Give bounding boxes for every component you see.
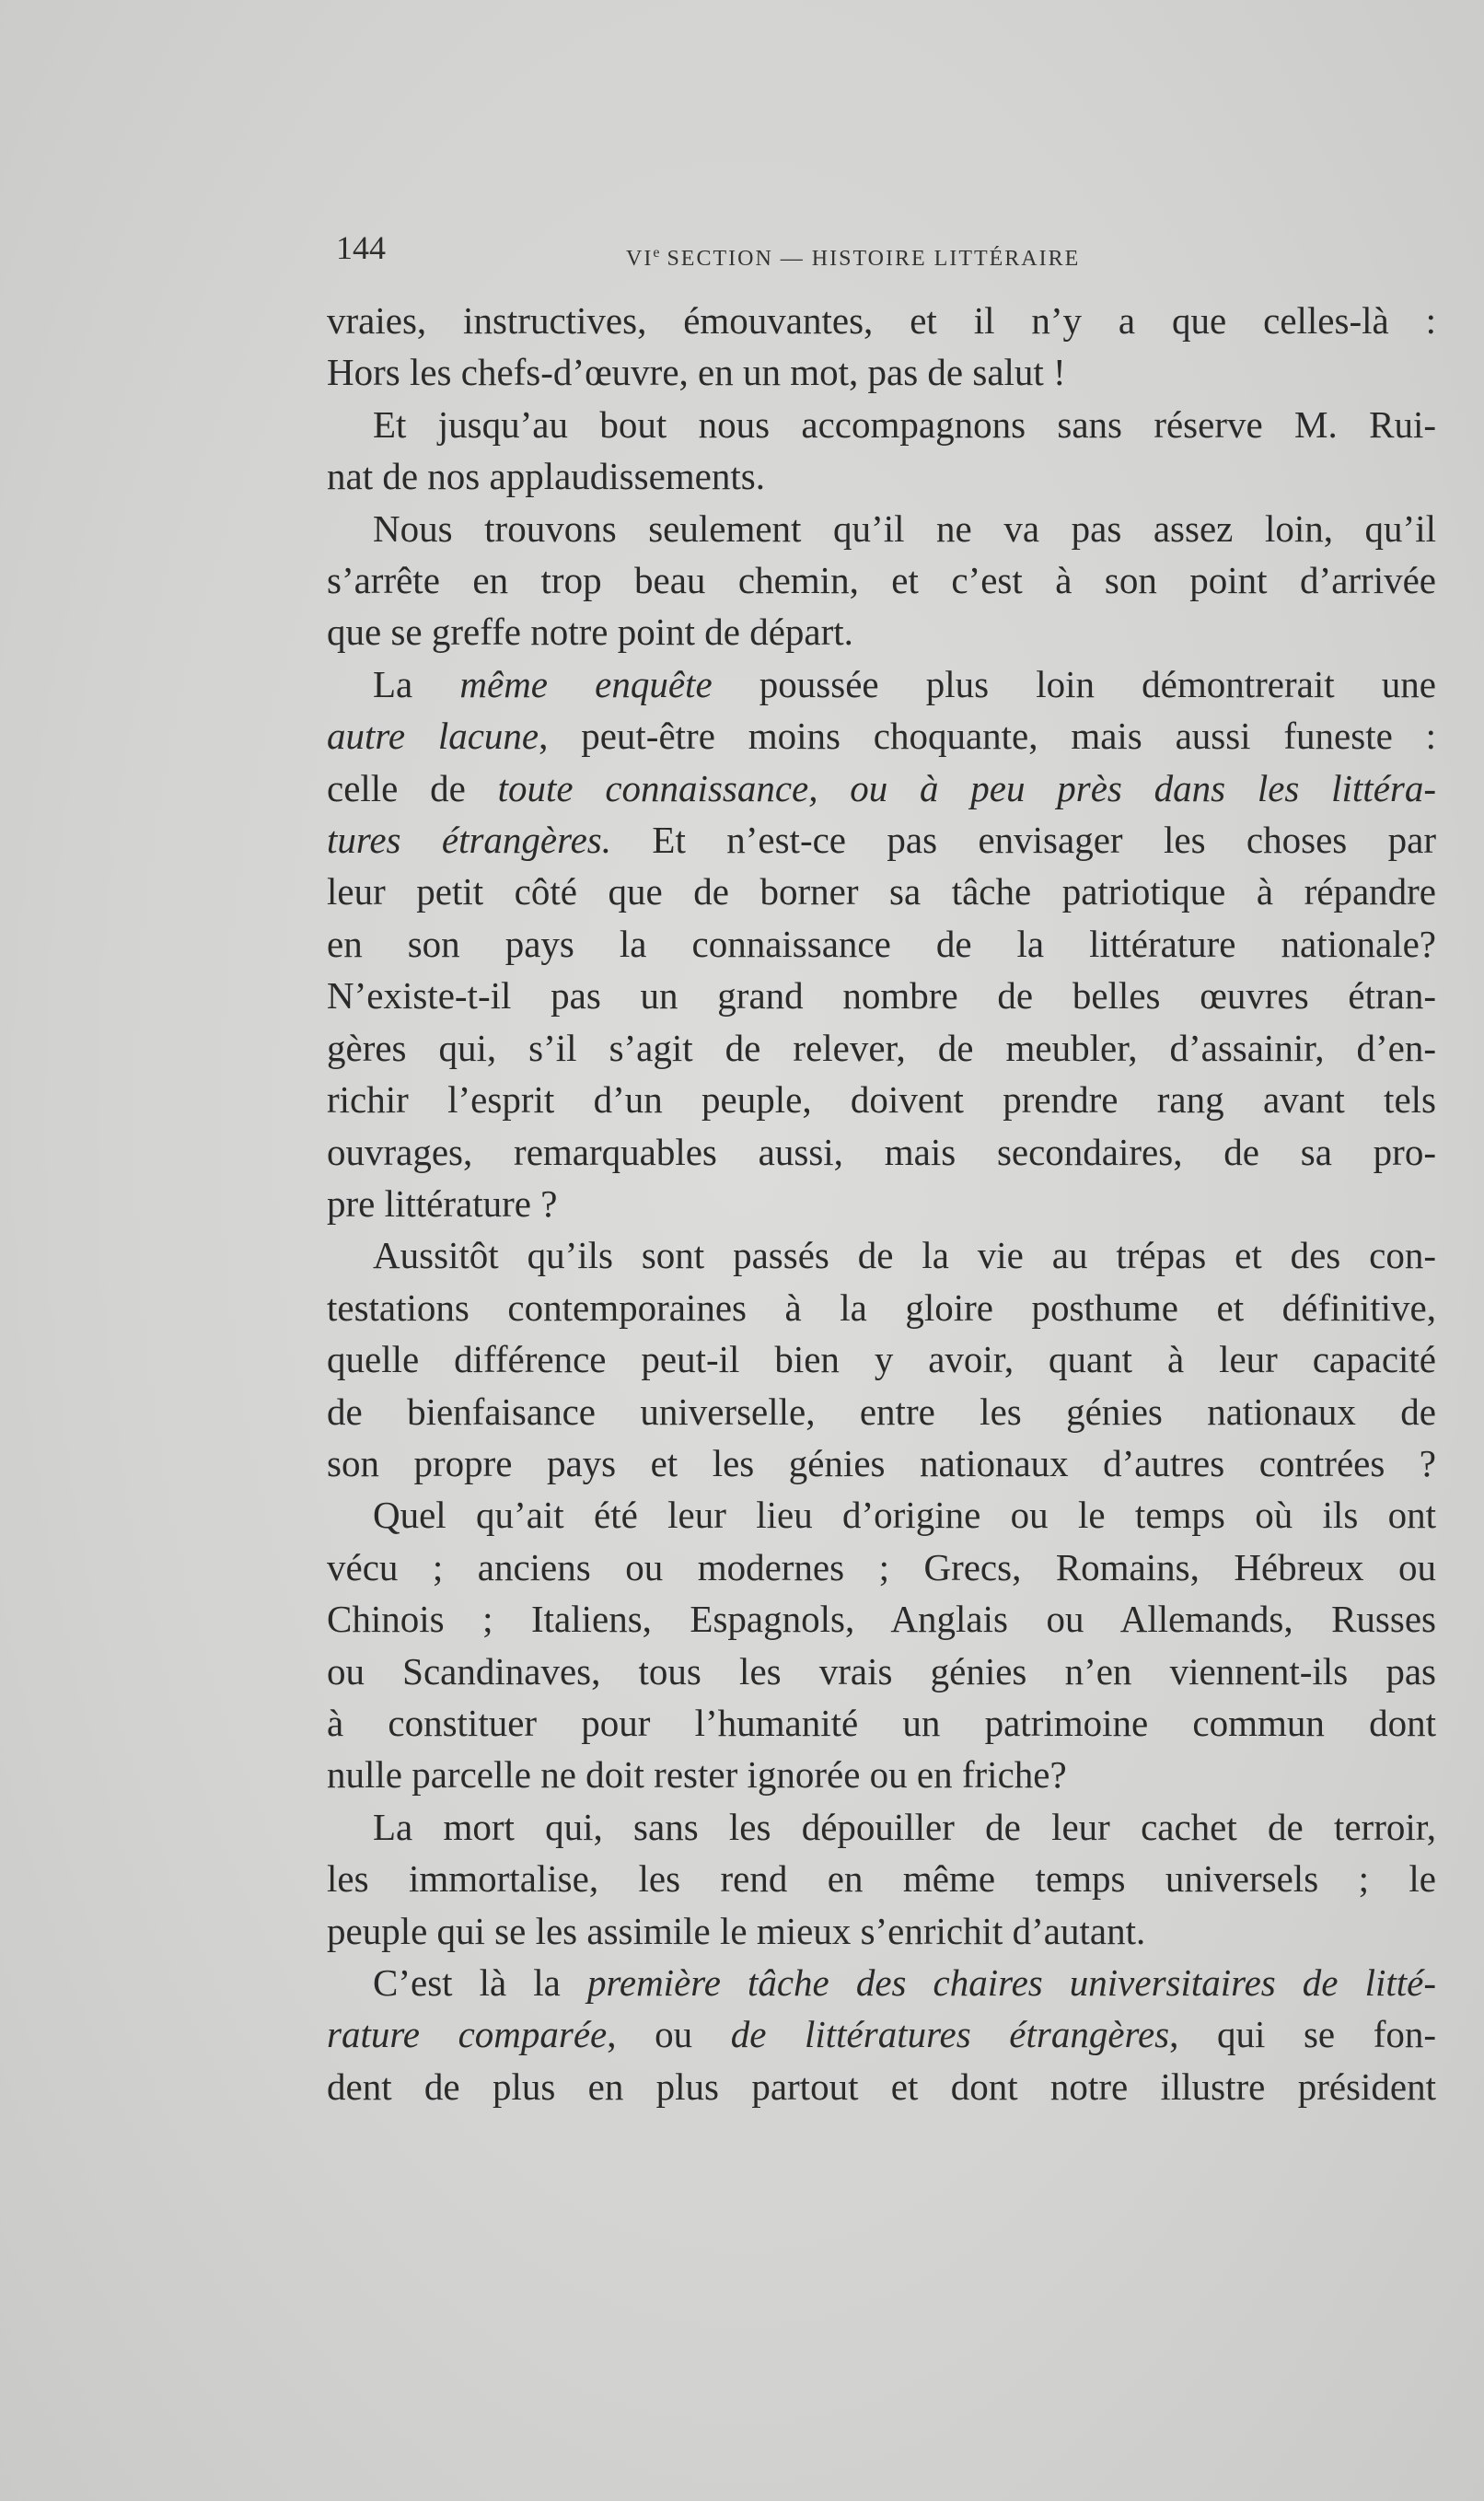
text-line: vécu ; anciens ou modernes ; Grecs, Romains, Hébreux ou bbox=[327, 1545, 1436, 1588]
text-line: leur petit côté que de borner sa tâche patriotique à répandre bbox=[327, 870, 1436, 913]
text-line: Chinois ; Italiens, Espagnols, Anglais ou Allemands, Russes bbox=[327, 1598, 1436, 1641]
page-number: 144 bbox=[336, 229, 386, 266]
text-line: peuple qui se les assimile le mieux s’enrichit d’autant. bbox=[327, 1909, 1146, 1952]
text-line: que se greffe notre point de départ. bbox=[327, 611, 853, 654]
text-line: Hors les chefs-d’œuvre, en un mot, pas de salut ! bbox=[327, 351, 1066, 394]
section-prefix: VI bbox=[626, 247, 654, 271]
text-line: Et jusqu’au bout nous accompagnons sans réserve M. Rui- bbox=[373, 402, 1436, 446]
page-header bbox=[336, 228, 1165, 284]
text-line: à constituer pour l’humanité un patrimoine commun dont bbox=[327, 1701, 1436, 1744]
text-line: ou Scandinaves, tous les vrais génies n’en viennent-ils pas bbox=[327, 1649, 1436, 1693]
text-line: de bienfaisance universelle, entre les génies nationaux de bbox=[327, 1390, 1436, 1433]
text-line: pre littérature ? bbox=[327, 1181, 558, 1225]
text-line: tures étrangères. Et n’est-ce pas envisager les choses par bbox=[327, 819, 1436, 862]
section-sup: e bbox=[653, 245, 660, 261]
text-line: celle de toute connaissance, ou à peu près dans les littéra- bbox=[327, 766, 1437, 809]
running-head bbox=[626, 245, 1080, 272]
text-line: La mort qui, sans les dépouiller de leur cachet de terroir, bbox=[373, 1805, 1436, 1848]
text-line: vraies, instructives, émouvantes, et il n’y a que celles-là : bbox=[327, 299, 1436, 342]
section-title: SECTION — HISTOIRE LITTÉRAIRE bbox=[659, 247, 1081, 271]
text-line: les immortalise, les rend en même temps universels ; le bbox=[327, 1857, 1436, 1901]
text-line: quelle différence peut-il bien y avoir, quant à leur capacité bbox=[327, 1338, 1436, 1381]
text-line: dent de plus en plus partout et dont notre illustre président bbox=[327, 2065, 1436, 2108]
text-line: rature comparée, ou de littératures étrangères, qui se fon- bbox=[327, 2013, 1436, 2056]
text-line: N’existe-t-il pas un grand nombre de belles œuvres étran- bbox=[327, 974, 1436, 1018]
text-line: Aussitôt qu’ils sont passés de la vie au trépas et des con- bbox=[373, 1234, 1436, 1277]
body-text bbox=[327, 295, 1436, 2112]
text-line: richir l’esprit d’un peuple, doivent prendre rang avant tels bbox=[327, 1078, 1436, 1122]
text-line: C’est là la première tâche des chaires universitaires de litté- bbox=[373, 1961, 1436, 2004]
text-line: Nous trouvons seulement qu’il ne va pas assez loin, qu’il bbox=[373, 506, 1436, 550]
text-line: testations contemporaines à la gloire posthume et définitive, bbox=[327, 1285, 1436, 1329]
text-line: son propre pays et les génies nationaux d’autres contrées ? bbox=[327, 1441, 1436, 1484]
text-line: nat de nos applaudissements. bbox=[327, 455, 765, 498]
text-line: La même enquête poussée plus loin démontrerait une bbox=[373, 662, 1436, 705]
text-line: en son pays la connaissance de la littérature nationale? bbox=[327, 922, 1436, 965]
text-line: s’arrête en trop beau chemin, et c’est à son point d’arrivée bbox=[327, 559, 1436, 602]
text-line: ouvrages, remarquables aussi, mais secondaires, de sa pro- bbox=[327, 1130, 1436, 1173]
text-line: autre lacune, peut-être moins choquante, mais aussi funeste : bbox=[327, 715, 1436, 758]
text-line: gères qui, s’il s’agit de relever, de meubler, d’assainir, d’en- bbox=[327, 1026, 1436, 1069]
text-line: Quel qu’ait été leur lieu d’origine ou le temps où ils ont bbox=[373, 1494, 1436, 1537]
text-line: nulle parcelle ne doit rester ignorée ou en friche? bbox=[327, 1753, 1067, 1797]
